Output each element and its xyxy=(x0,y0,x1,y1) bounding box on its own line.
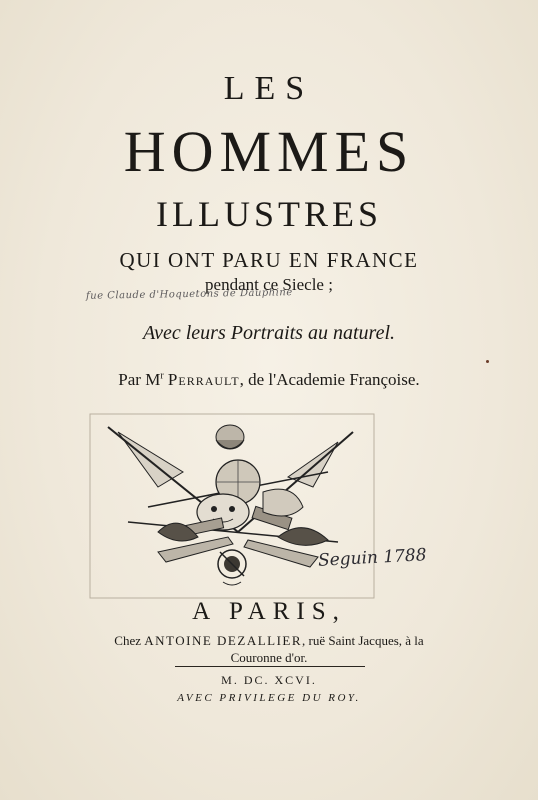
author-name: Perrault xyxy=(167,370,240,389)
imprint-publisher-line xyxy=(0,633,538,649)
ink-spot xyxy=(486,360,489,363)
subtitle-qui-ont-paru: QUI ONT PARU EN FRANCE xyxy=(119,248,419,272)
title-les: LES xyxy=(223,70,315,107)
author-prefix-sup: r xyxy=(160,370,164,382)
subtitle-pendant: pendant ce Siecle ; xyxy=(205,275,333,294)
subtitle-portraits: Avec leurs Portraits au naturel. xyxy=(142,322,395,344)
imprint-couronne: Couronne d'or. xyxy=(230,650,308,665)
imprint-divider xyxy=(175,666,365,667)
imprint-city: A PARIS, xyxy=(192,598,346,625)
engraved-vignette xyxy=(88,412,376,600)
imprint-chez: Chez xyxy=(114,633,142,648)
title-hommes: HOMMES xyxy=(123,119,415,184)
author-academie: , de l'Academie Françoise. xyxy=(239,370,420,389)
author-prefix: Par M xyxy=(118,370,161,389)
imprint-publisher: ANTOINE DEZALLIER xyxy=(144,633,303,648)
handwritten-inscription: fue Claude d'Hoquetons de Dauphine xyxy=(85,287,293,302)
author-line xyxy=(0,370,538,390)
handwritten-signature: Seguin 1788 xyxy=(317,545,428,571)
imprint-date: M. DC. XCVI. xyxy=(221,673,317,687)
imprint-address: , ruë Saint Jacques, à la xyxy=(302,633,424,648)
title-illustres: ILLUSTRES xyxy=(155,194,382,234)
imprint-privilege: AVEC PRIVILEGE DU ROY. xyxy=(177,692,361,704)
